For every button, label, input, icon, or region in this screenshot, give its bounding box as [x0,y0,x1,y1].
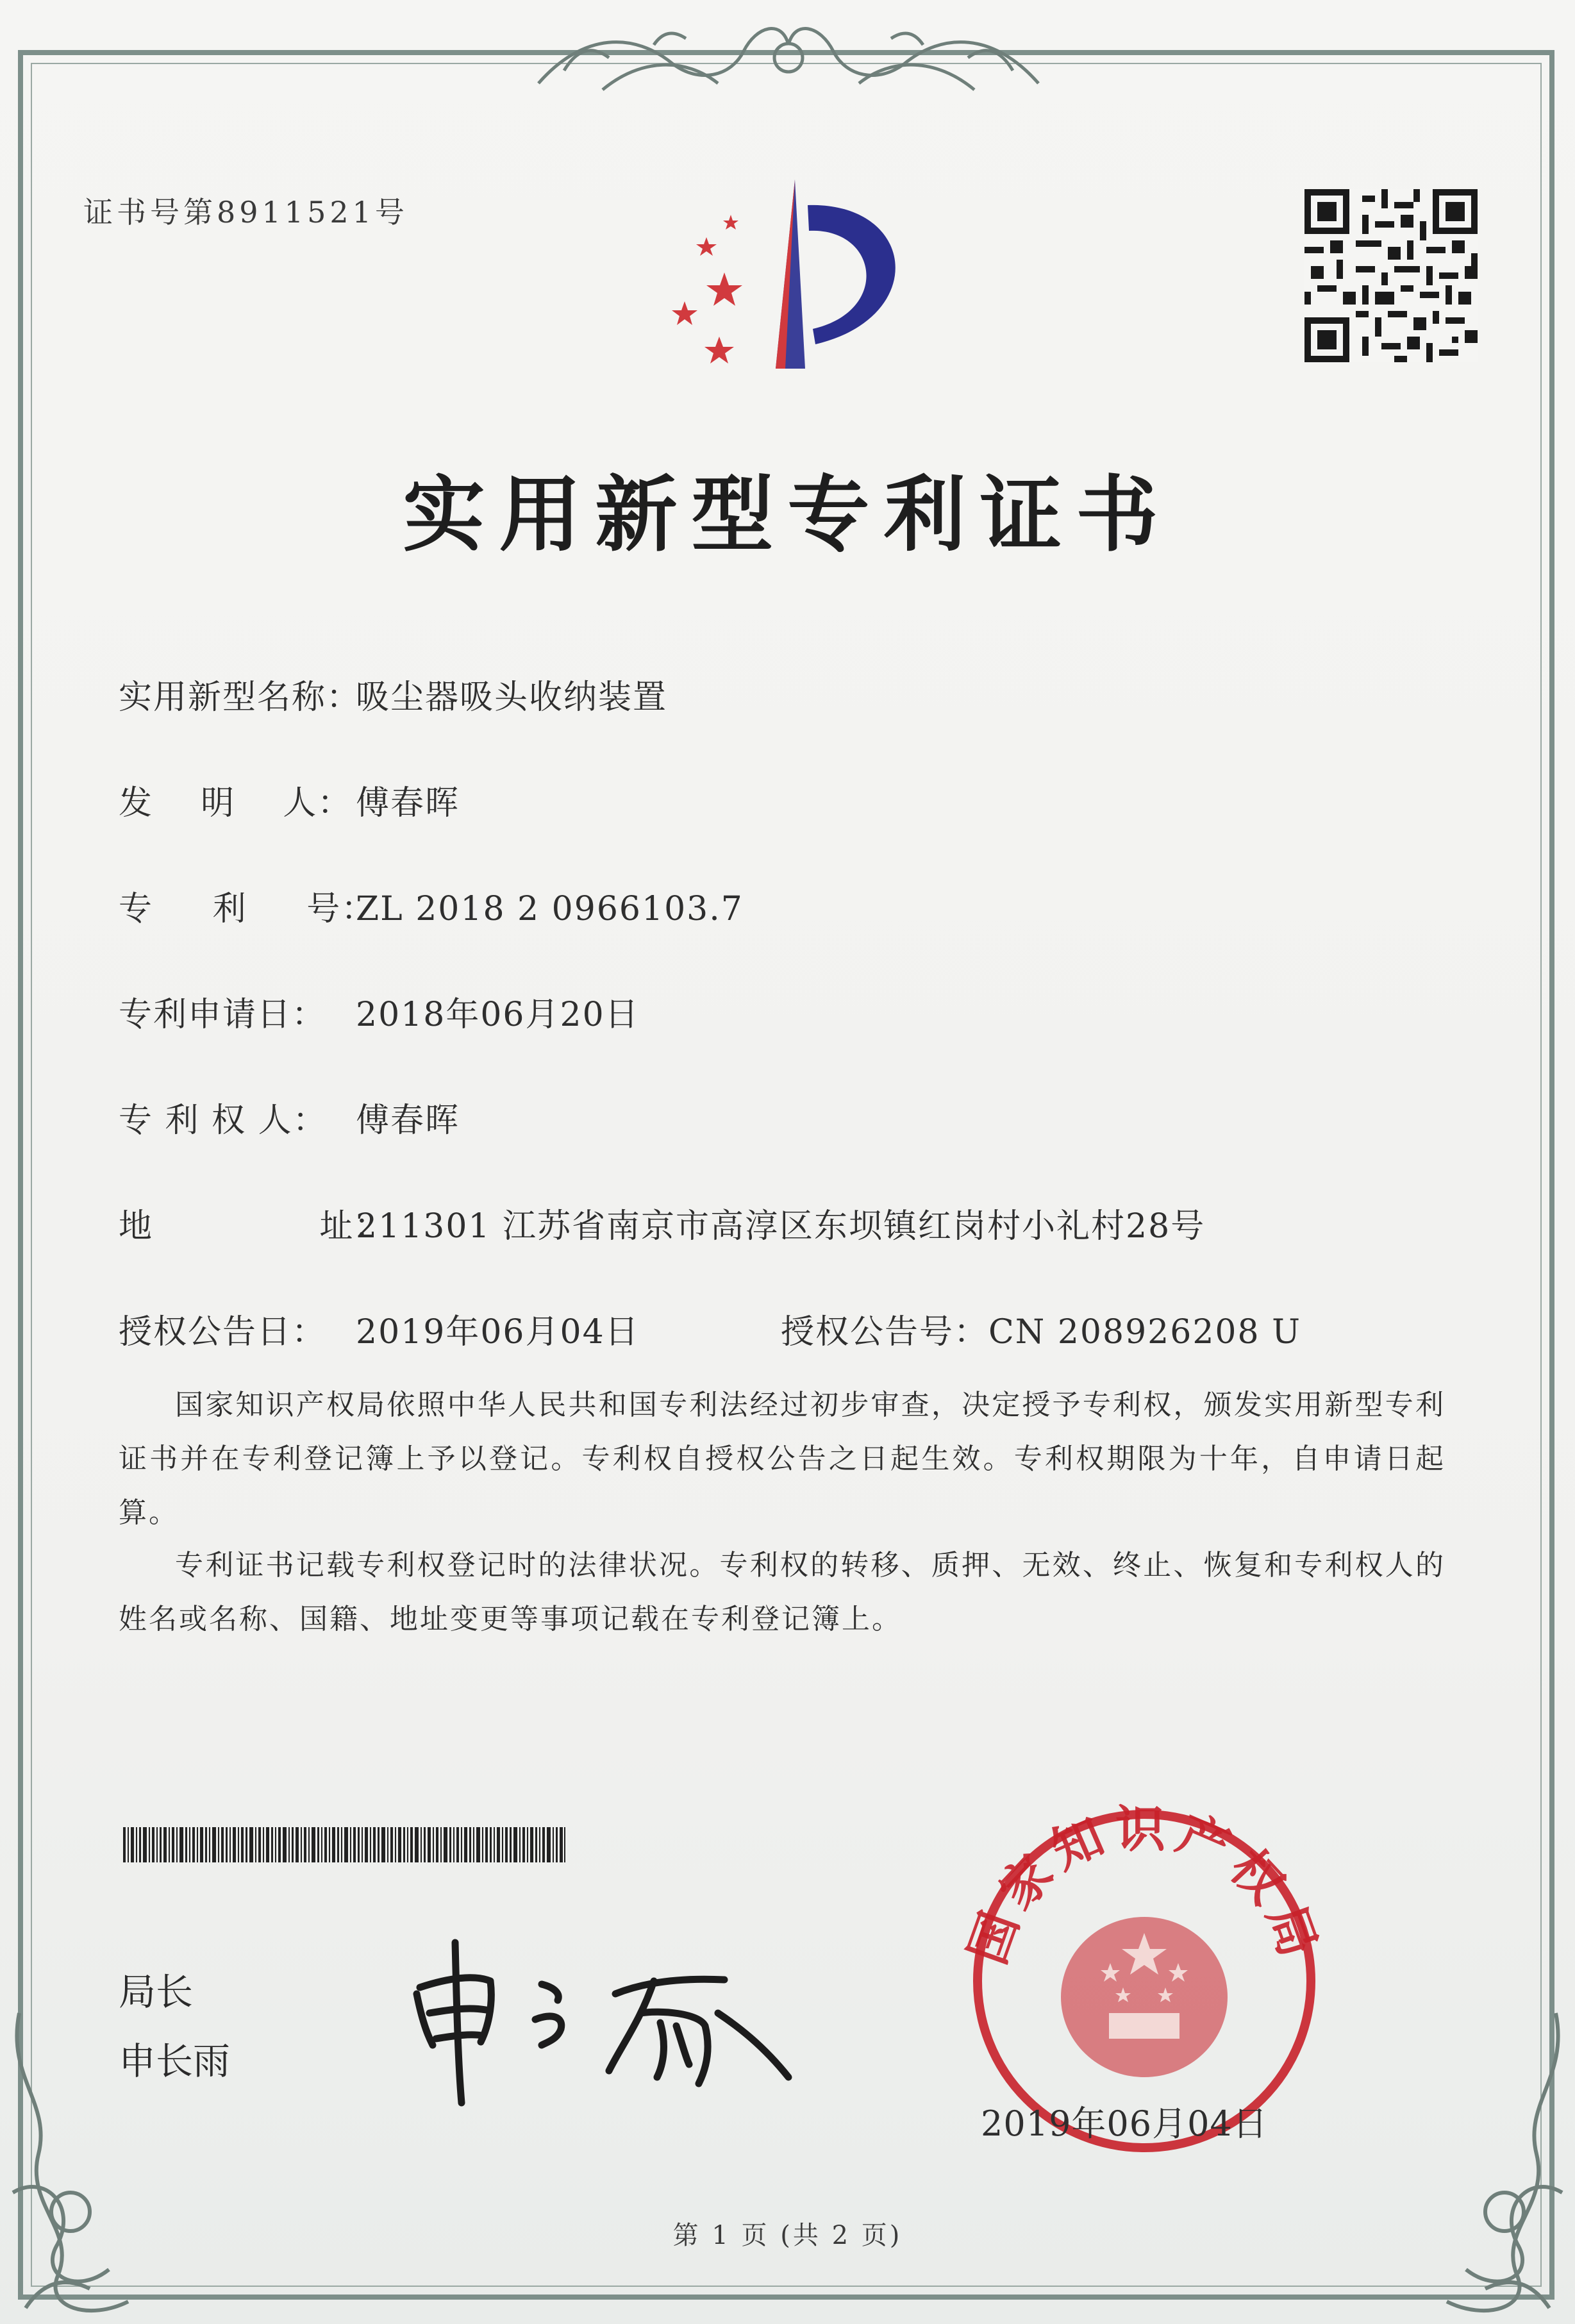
paragraph-legal-status: 专利证书记载专利权登记时的法律状况。专利权的转移、质押、无效、终止、恢复和专利权人的姓名或名称、国籍、地址变更等事项记载在专利登记簿上。 [119,1549,1446,1635]
seal-date: 2019年06月04日 [981,2103,1268,2144]
certificate-title: 实用新型专利证书 [403,467,1172,563]
field-label: 专 利 权 人： [119,1101,328,1140]
bottom-right-ornament-icon [1408,2000,1575,2324]
top-ornament-icon [526,6,1051,103]
director-name: 申长雨 [119,2039,231,2083]
field-value: 傅春晖 [356,1101,460,1140]
field-utility-model-name [119,670,667,718]
field-value: 211301 江苏省南京市高淳区东坝镇红岗村小礼村28号 [356,1207,1206,1246]
field-value: ZL 2018 2 0966103.7 [356,890,744,928]
field-label: 专利申请日： [119,996,327,1034]
field-label: 地 址： [119,1207,389,1246]
field-patent-number [119,882,744,930]
field-label: 专 利 号： [119,890,376,928]
field-value: CN 208926208 U [988,1313,1301,1351]
field-label: 实用新型名称： [119,678,362,717]
field-inventor [119,776,460,824]
field-label: 授权公告号： [781,1313,989,1351]
field-grant-date [119,1305,640,1353]
field-value: 2018年06月20日 [356,996,640,1034]
page-indicator: 第 1 页 (共 2 页) [672,2221,903,2250]
field-label: 发 明 人： [119,784,353,823]
certificate-number: 证书号第8911521号 [83,195,408,230]
field-application-date [119,987,640,1035]
director-title: 局长 [119,1970,194,2014]
field-value: 2019年06月04日 [356,1313,640,1351]
paragraph-grant-statement: 国家知识产权局依照中华人民共和国专利法经过初步审查，决定授予专利权，颁发实用新型专利证书并在专利登记簿上予以登记。专利权自授权公告之日起生效。专利权期限为十年，自申请日起算。 [119,1389,1446,1529]
field-value: 吸尘器吸头收纳装置 [356,678,668,717]
qr-code-icon [1304,189,1478,362]
cnipa-logo-icon [647,176,929,388]
barcode-icon [123,1827,565,1862]
field-value: 傅春晖 [356,784,460,823]
field-label: 授权公告日： [119,1313,327,1351]
field-announcement-number [781,1305,1301,1353]
seal-text: 国家知识产权局 [958,1801,1330,1971]
field-patentee [119,1093,460,1141]
director-signature-icon [404,1917,801,2109]
field-address [119,1199,1205,1247]
